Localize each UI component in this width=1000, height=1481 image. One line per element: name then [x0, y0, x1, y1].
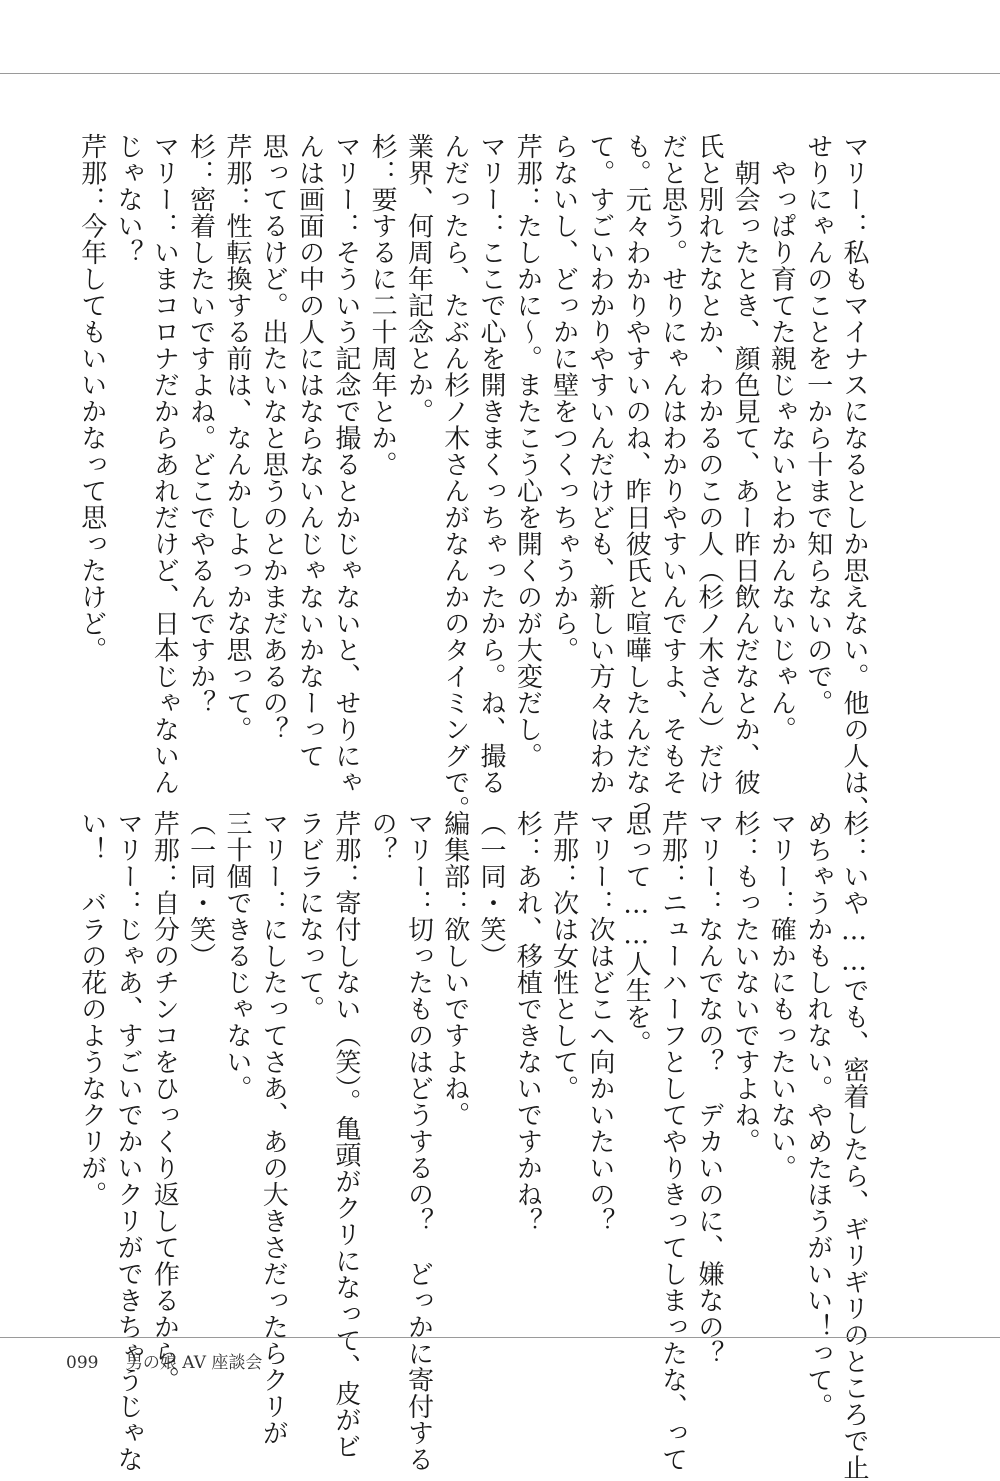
- text-line: 三十個できるじゃない。: [221, 810, 252, 1102]
- text-line: マリー：確かにもったいない。: [766, 810, 797, 1181]
- text-line: せりにゃんのことを一から十まで知らないので。: [802, 133, 833, 716]
- text-line: んは画面の中の人にはならないんじゃないかなーって: [294, 133, 325, 769]
- running-title: 男の娘 AV 座談会: [125, 1353, 263, 1373]
- text-line: 杉：あれ、移植できないですかね？: [512, 810, 543, 1234]
- text-line: て。すごいわかりやすいんだけども、新しい方々はわか: [584, 133, 615, 796]
- text-line: めちゃうかもしれない。やめたほうがいい！って。: [802, 810, 833, 1420]
- text-line: 芹那：ニューハーフとしてやりきってしまったな、って: [657, 810, 688, 1473]
- text-line: （一同・笑）: [476, 810, 507, 969]
- text-line: マリー：じゃあ、すごいでかいクリができちゃうじゃな: [113, 810, 144, 1473]
- text-line: マリー：ここで心を開きまくっちゃったから。ね、撮る: [476, 133, 507, 796]
- text-line: ラビラになって。: [294, 810, 325, 1022]
- text-line: 思って……人生を。: [621, 810, 652, 1057]
- text-line: 杉：もったいないですよね。: [730, 810, 761, 1155]
- text-line: 業界、何周年記念とか。: [403, 133, 434, 425]
- text-line: 氏と別れたなとか、わかるのこの人（杉ノ木さん）だけ: [693, 133, 724, 796]
- text-line: マリー：にしたってさあ、あの大きさだったらクリが: [258, 810, 289, 1446]
- text-line: 杉：密着したいですよね。どこでやるんですか？: [185, 133, 216, 716]
- text-line: じゃない？: [113, 133, 144, 266]
- text-line: 芹那：性転換する前は、なんかしよっかな思って。: [221, 133, 252, 743]
- text-line: マリー：次はどこへ向かいたいの？: [584, 810, 615, 1234]
- text-line: の？: [367, 810, 398, 863]
- footer-rule: [0, 1337, 1000, 1338]
- text-line: んだったら、たぶん杉ノ木さんがなんかのタイミングで。: [439, 133, 470, 822]
- text-line: 芹那：今年してもいいかなって思ったけど。: [76, 133, 107, 663]
- text-line: やっぱり育てた親じゃないとわかんないじゃん。: [766, 133, 797, 743]
- text-line: 芹那：たしかに～。またこう心を開くのが大変だし。: [512, 133, 543, 769]
- page-number: 099: [66, 1353, 99, 1373]
- text-line: 芹那：次は女性として。: [548, 810, 579, 1102]
- text-line: 思ってるけど。出たいなと思うのとかまだあるの？: [258, 133, 289, 743]
- text-line: だと思う。せりにゃんはわかりやすいんですよ、そもそ: [657, 133, 688, 796]
- text-line: い！ バラの花のようなクリが。: [76, 810, 107, 1208]
- text-line: 朝会ったとき、顔色見て、あー昨日飲んだなとか、彼: [730, 133, 761, 796]
- header-rule: [0, 73, 1000, 74]
- upper-text-block: [76, 133, 872, 822]
- text-line: 芹那：自分のチンコをひっくり返して作るから。: [149, 810, 180, 1393]
- text-line: 編集部：欲しいですよね。: [439, 810, 470, 1128]
- page-footer: [66, 1348, 262, 1373]
- text-line: マリー：なんでなの？ デカいのに、嫌なの？: [693, 810, 724, 1367]
- text-line: マリー：いまコロナだからあれだけど、日本じゃないん: [149, 133, 180, 796]
- text-line: マリー：私もマイナスになるとしか思えない。他の人は、: [839, 133, 869, 822]
- text-line: マリー：そういう記念で撮るとかじゃないと、せりにゃ: [330, 133, 361, 796]
- text-line: マリー：切ったものはどうするの？ どっかに寄付する: [403, 810, 434, 1473]
- text-line: 杉：要するに二十周年とか。: [367, 133, 398, 478]
- text-line: らないし、どっかに壁をつくっちゃうから。: [548, 133, 579, 663]
- text-line: 杉：いや……でも、密着したら、ギリギリのところで止: [839, 810, 869, 1481]
- text-line: 芹那：寄付しない（笑）。亀頭がクリになって、皮がビ: [330, 810, 361, 1460]
- text-line: も。元々わかりやすいのね、昨日彼氏と喧嘩したんだなっ: [621, 133, 652, 822]
- text-line: （一同・笑）: [185, 810, 216, 969]
